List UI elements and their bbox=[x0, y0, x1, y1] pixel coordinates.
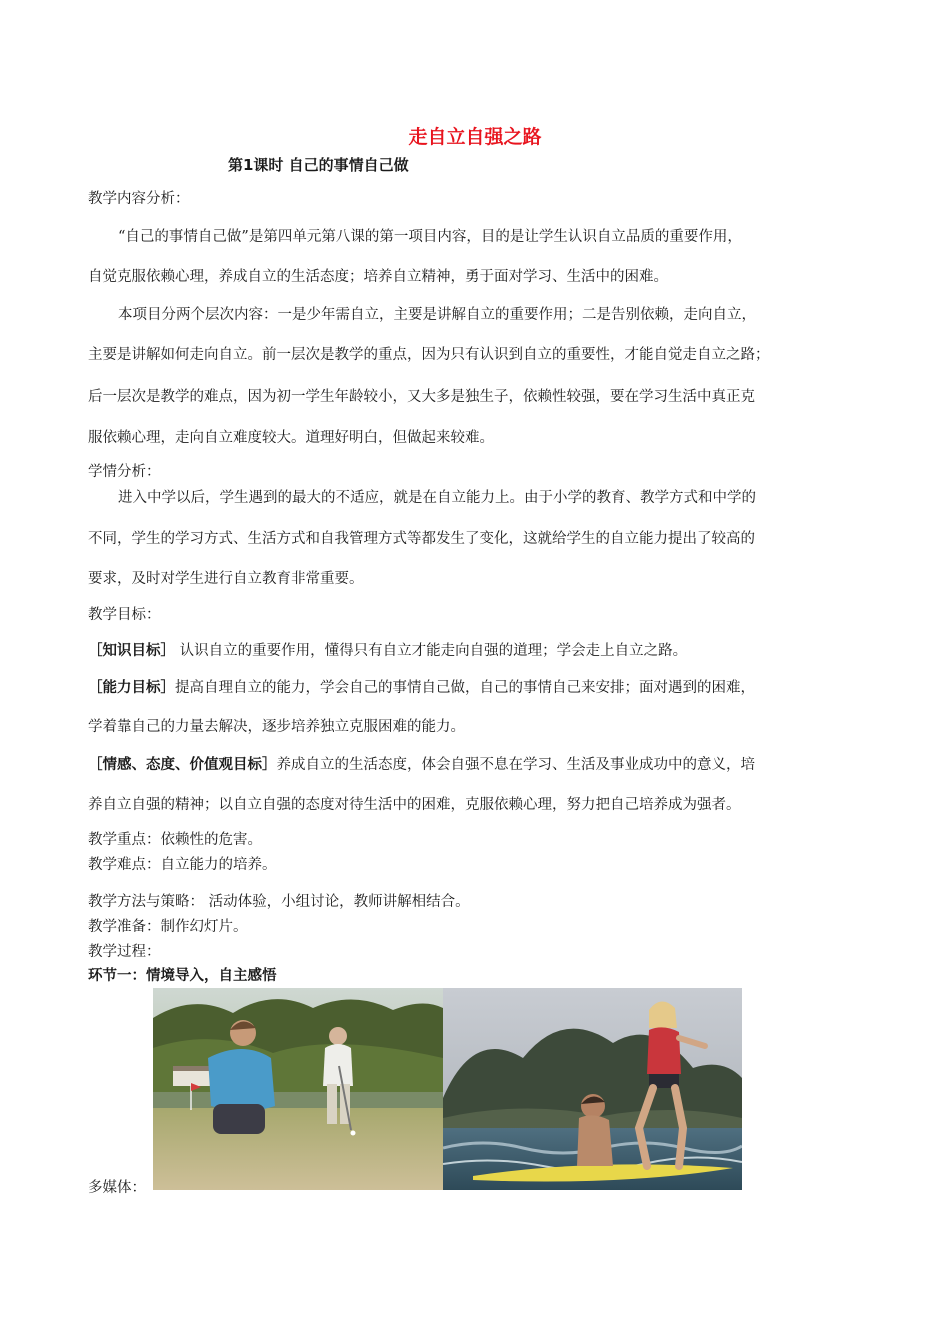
golf-photo bbox=[153, 988, 443, 1190]
ability-goal-label: ［能力目标］ bbox=[88, 680, 175, 696]
teaching-methods: 教学方法与策略： 活动体验，小组讨论，教师讲解相结合。 bbox=[88, 894, 470, 910]
multimedia-label: 多媒体： bbox=[88, 1180, 146, 1196]
knowledge-goal-label: ［知识目标］ bbox=[88, 643, 175, 659]
teaching-preparation: 教学准备：制作幻灯片。 bbox=[88, 919, 248, 935]
students-heading: 学情分析： bbox=[88, 464, 161, 480]
ability-goal bbox=[88, 678, 868, 698]
document-title: 走自立自强之路 bbox=[408, 126, 542, 148]
teaching-difficulty: 教学难点：自立能力的培养。 bbox=[88, 857, 277, 873]
ability-goal-text: 提高自理自立的能力，学会自己的事情自己做，自己的事情自己来安排；面对遇到的困难， bbox=[175, 680, 755, 696]
goals-heading: 教学目标： bbox=[88, 607, 161, 623]
lesson-subtitle: 第1课时 自己的事情自己做 bbox=[228, 156, 409, 174]
students-paragraph-line: 要求，及时对学生进行自立教育非常重要。 bbox=[88, 571, 364, 587]
analysis-heading: 教学内容分析： bbox=[88, 191, 190, 207]
teaching-process: 教学过程： bbox=[88, 944, 161, 960]
emotion-goal-label: ［情感、态度、价值观目标］ bbox=[88, 757, 277, 773]
analysis-paragraph-line: 后一层次是教学的难点，因为初一学生年龄较小，又大多是独生子，依赖性较强，要在学习生活中真正克 bbox=[88, 389, 755, 405]
ability-goal-line: 学着靠自己的力量去解决，逐步培养独立克服困难的能力。 bbox=[88, 719, 465, 735]
analysis-paragraph-line: “自己的事情自己做”是第四单元第八课的第一项目内容，目的是让学生认识自立品质的重要作用， bbox=[118, 229, 742, 245]
teaching-key-point: 教学重点：依赖性的危害。 bbox=[88, 832, 262, 848]
analysis-paragraph-line: 主要是讲解如何走向自立。前一层次是教学的重点，因为只有认识到自立的重要性，才能自觉走自立之路； bbox=[88, 347, 770, 363]
students-paragraph-line: 不同，学生的学习方式、生活方式和自我管理方式等都发生了变化，这就给学生的自立能力提出了较高的 bbox=[88, 531, 755, 547]
analysis-paragraph-line: 本项目分两个层次内容：一是少年需自立，主要是讲解自立的重要作用；二是告别依赖，走向自立， bbox=[118, 307, 756, 323]
analysis-paragraph-line: 自觉克服依赖心理，养成自立的生活态度；培养自立精神，勇于面对学习、生活中的困难。 bbox=[88, 269, 668, 285]
knowledge-goal bbox=[88, 641, 868, 661]
step-one-heading: 环节一：情境导入，自主感悟 bbox=[88, 968, 277, 984]
surfing-photo bbox=[443, 988, 742, 1190]
knowledge-goal-text: 认识自立的重要作用，懂得只有自立才能走向自强的道理；学会走上自立之路。 bbox=[175, 643, 688, 659]
emotion-goal bbox=[88, 755, 868, 775]
students-paragraph-line: 进入中学以后，学生遇到的最大的不适应，就是在自立能力上。由于小学的教育、教学方式和中学的 bbox=[118, 490, 756, 506]
emotion-goal-text: 养成自立的生活态度，体会自强不息在学习、生活及事业成功中的意义，培 bbox=[276, 757, 755, 773]
emotion-goal-line: 养自立自强的精神；以自立自强的态度对待生活中的困难，克服依赖心理，努力把自己培养成为强者。 bbox=[88, 797, 741, 813]
analysis-paragraph-line: 服依赖心理，走向自立难度较大。道理好明白，但做起来较难。 bbox=[88, 430, 494, 446]
